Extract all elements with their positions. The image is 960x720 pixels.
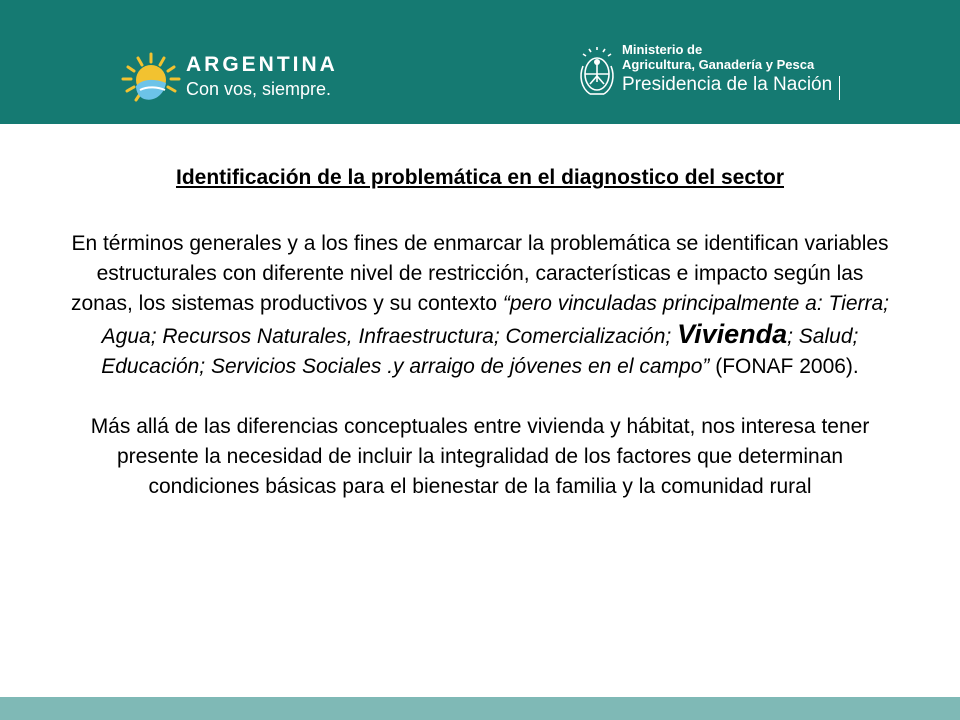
ministry-line-2: Agricultura, Ganadería y Pesca <box>622 57 815 72</box>
paragraph-habitat: Más allá de las diferencias conceptuales entre vivienda y hábitat, nos interesa tener presente la necesidad de incluir la integralidad de los factores que determinan condiciones básicas para el bienestar de la familia y la comunidad rural <box>90 415 870 498</box>
para1-quote-b: ; Salud; Educación; Servicios Sociales .y arraigo de jóvenes en el campo” <box>101 325 859 378</box>
ministry-line-1: Ministerio de <box>622 42 703 57</box>
slide-body <box>70 163 890 502</box>
ministry-logo <box>578 40 848 110</box>
header-bar <box>0 0 960 124</box>
presidency-name: Presidencia de la Nación <box>622 74 833 95</box>
logo-divider <box>839 76 840 100</box>
footer-bar <box>0 697 960 720</box>
para1-intro: En términos generales y a los fines de enmarcar la problemática se identifican variables estructurales con diferente nivel de restricción, características e impacto según las zonas, los sistemas productivos y su contexto <box>70 232 889 315</box>
coat-of-arms-icon <box>578 46 616 98</box>
paragraph-problematica <box>70 229 890 382</box>
para1-citation: (FONAF 2006). <box>709 355 859 378</box>
ministry-name <box>622 42 814 72</box>
brand-name: ARGENTINA <box>186 53 338 76</box>
slide-title: Identificación de la problemática en el diagnostico del sector <box>176 166 784 189</box>
argentina-logo <box>120 50 345 110</box>
brand-slogan: Con vos, siempre. <box>186 79 332 99</box>
para1-quote-a: “pero vinculadas principalmente a: Tierra; Agua; Recursos Naturales, Infraestructura; Comercialización; <box>101 292 890 348</box>
para1-emphasis-vivienda: Vivienda <box>677 319 788 349</box>
sun-logo-icon <box>120 52 182 108</box>
